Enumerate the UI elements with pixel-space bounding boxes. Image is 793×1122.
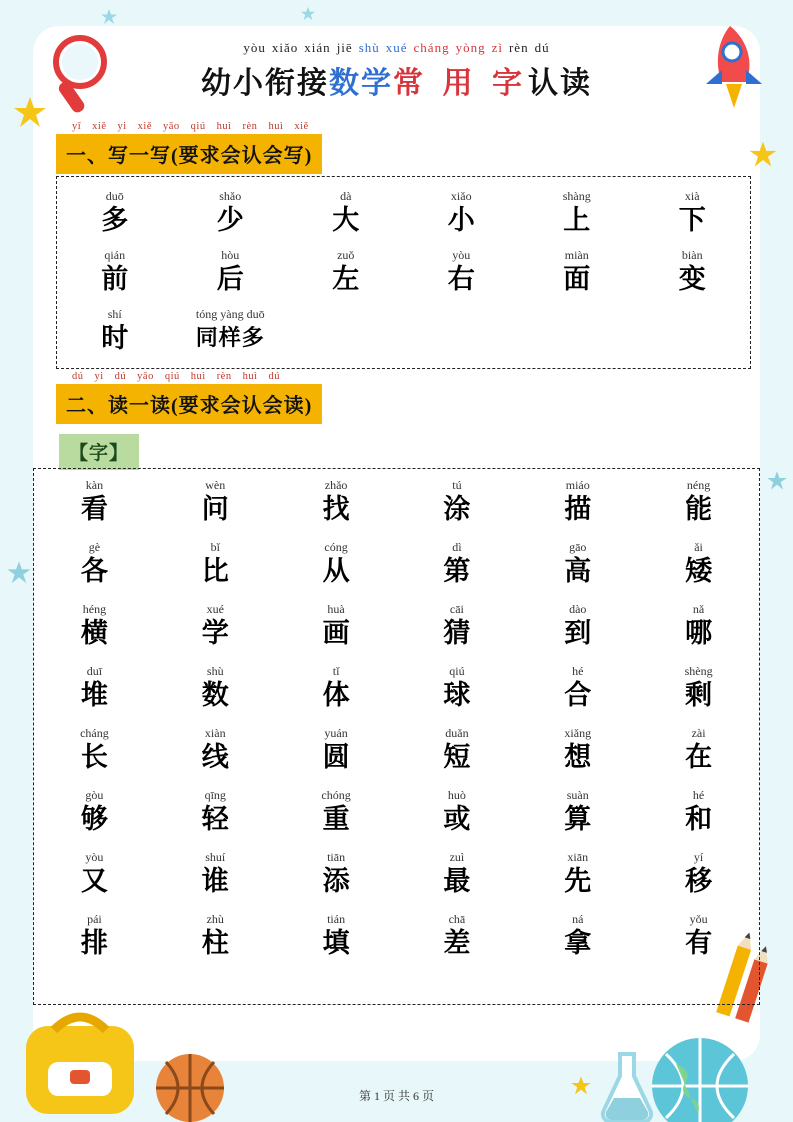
title-pinyin	[0, 40, 793, 56]
pinyin-syllable: rèn	[242, 121, 258, 132]
pinyin-label: shǎo	[219, 189, 242, 203]
title-part: 常 用 字	[393, 67, 528, 100]
hanzi-character: 面	[563, 264, 591, 294]
section-1-heading	[56, 121, 322, 174]
write-cell	[519, 307, 635, 355]
pinyin-label: chā	[448, 912, 466, 926]
pinyin-syllable: xiě	[294, 121, 309, 132]
pinyin-label	[288, 307, 404, 321]
pinyin-label	[404, 307, 520, 321]
hanzi-character: 圆	[322, 742, 350, 772]
section-1-title: 一、写一写(要求会认会写)	[56, 134, 322, 174]
pinyin-label: héng	[82, 602, 107, 616]
pinyin-label: tóng yàng duō	[195, 307, 265, 321]
read-cell	[276, 602, 397, 650]
write-cell	[173, 248, 289, 296]
hanzi-character: 变	[678, 264, 706, 294]
pinyin-label: shàng	[562, 189, 591, 203]
pinyin-label: wèn	[205, 478, 226, 492]
pinyin-syllable: yi	[117, 121, 127, 132]
section-2-heading	[56, 371, 322, 424]
read-cell	[276, 540, 397, 588]
pinyin-label: duǎn	[445, 726, 469, 740]
section-1-pinyin	[72, 121, 320, 132]
page-title	[0, 58, 793, 102]
read-cell	[276, 478, 397, 526]
read-cell	[517, 850, 638, 898]
title-part: 认读	[528, 67, 592, 100]
pinyin-syllable: dú	[114, 371, 127, 382]
pinyin-label: qián	[104, 248, 126, 262]
write-cell	[173, 307, 289, 355]
read-cell	[638, 726, 759, 774]
section-2-pinyin	[72, 371, 291, 382]
pinyin-label: tián	[327, 912, 346, 926]
pinyin-label: duī	[86, 664, 103, 678]
hanzi-character: 小	[447, 205, 475, 235]
hanzi-character: 右	[447, 264, 475, 294]
write-cell	[288, 189, 404, 237]
pinyin-label: shèng	[684, 664, 713, 678]
hanzi-character: 下	[678, 205, 706, 235]
read-cell	[155, 850, 276, 898]
title-pinyin-syllable: zì	[491, 40, 503, 55]
hanzi-character: 有	[685, 928, 713, 958]
title-pinyin-syllable: xiǎo	[271, 40, 299, 55]
pinyin-label: xiān	[567, 850, 589, 864]
pinyin-label: cāi	[449, 602, 464, 616]
pinyin-label: ǎi	[694, 540, 703, 554]
hanzi-character: 体	[322, 680, 350, 710]
pinyin-syllable: huì	[268, 121, 284, 132]
title-pinyin-syllable: xián	[304, 40, 331, 55]
read-cell	[638, 602, 759, 650]
hanzi-character: 学	[201, 618, 229, 648]
hanzi-character: 拿	[564, 928, 592, 958]
pinyin-label: cóng	[324, 540, 348, 554]
pinyin-label: dào	[569, 602, 587, 616]
title-part: 幼小衔接	[201, 67, 329, 100]
read-cell	[34, 788, 155, 836]
hanzi-character: 大	[332, 205, 360, 235]
write-cell	[635, 307, 751, 355]
pinyin-syllable: qiú	[164, 371, 180, 382]
read-cell	[397, 726, 518, 774]
hanzi-character: 又	[80, 866, 108, 896]
hanzi-character: 添	[322, 866, 350, 896]
pinyin-label: shí	[107, 307, 122, 321]
hanzi-character: 短	[443, 742, 471, 772]
pinyin-label: suàn	[566, 788, 589, 802]
pinyin-label: yòu	[85, 850, 104, 864]
hanzi-character: 看	[80, 494, 108, 524]
pinyin-label: gè	[88, 540, 101, 554]
read-cell	[638, 478, 759, 526]
pinyin-label: huò	[447, 788, 466, 802]
hanzi-character: 画	[322, 618, 350, 648]
hanzi-character: 轻	[201, 804, 229, 834]
hanzi-character: 柱	[201, 928, 229, 958]
hanzi-character: 填	[322, 928, 350, 958]
pinyin-label: hòu	[221, 248, 240, 262]
pinyin-label: hé	[692, 788, 705, 802]
hanzi-character: 移	[685, 866, 713, 896]
pinyin-label: xué	[206, 602, 224, 616]
hanzi-character: 球	[443, 680, 471, 710]
hanzi-character: 比	[201, 556, 229, 586]
pinyin-label: miàn	[564, 248, 589, 262]
pinyin-label: hé	[572, 664, 584, 678]
pinyin-label	[635, 307, 751, 321]
hanzi-character: 哪	[685, 618, 713, 648]
title-pinyin-syllable: dú	[534, 40, 550, 55]
read-cell	[155, 726, 276, 774]
write-cell	[404, 307, 520, 355]
hanzi-character: 数	[201, 680, 229, 710]
read-cell	[638, 540, 759, 588]
read-cell	[397, 478, 518, 526]
read-cell	[155, 478, 276, 526]
pinyin-syllable: rèn	[216, 371, 232, 382]
page-number-text: 第 1 页 共 6 页	[358, 1089, 434, 1103]
hanzi-character: 前	[101, 264, 129, 294]
title-pinyin-syllable: jiē	[336, 40, 353, 55]
hanzi-character: 剩	[685, 680, 713, 710]
pinyin-syllable: dú	[268, 371, 281, 382]
hanzi-character: 在	[685, 742, 713, 772]
pinyin-label: ná	[572, 912, 584, 926]
hanzi-character: 想	[564, 742, 592, 772]
read-cell	[638, 664, 759, 712]
pinyin-label	[519, 307, 635, 321]
pinyin-label: xiǎng	[564, 726, 592, 740]
pinyin-label: zài	[691, 726, 706, 740]
title-pinyin-syllable: xué	[385, 40, 408, 55]
read-cell	[34, 540, 155, 588]
hanzi-character: 高	[564, 556, 592, 586]
title-pinyin-syllable: cháng	[413, 40, 450, 55]
pinyin-label: zuǒ	[337, 248, 355, 262]
hanzi-character: 后	[216, 264, 244, 294]
read-cell	[155, 602, 276, 650]
hanzi-character: 堆	[80, 680, 108, 710]
hanzi-character: 第	[443, 556, 471, 586]
section-2-title: 二、读一读(要求会认会读)	[56, 384, 322, 424]
read-cell	[276, 664, 397, 712]
read-cell	[397, 664, 518, 712]
pinyin-syllable: yī	[72, 121, 82, 132]
pinyin-label: miáo	[565, 478, 590, 492]
hanzi-character: 到	[564, 618, 592, 648]
pinyin-syllable: huì	[242, 371, 258, 382]
title-pinyin-syllable: rèn	[508, 40, 529, 55]
write-cell	[635, 248, 751, 296]
read-cell	[517, 478, 638, 526]
pinyin-label: zhǎo	[324, 478, 348, 492]
write-cell	[57, 307, 173, 355]
pinyin-label: biàn	[681, 248, 703, 262]
pinyin-syllable: qiú	[190, 121, 206, 132]
pinyin-label: dà	[340, 189, 352, 203]
hanzi-character: 问	[201, 494, 229, 524]
hanzi-character: 横	[80, 618, 108, 648]
hanzi-character: 重	[322, 804, 350, 834]
read-cell	[276, 788, 397, 836]
pinyin-label: tiān	[327, 850, 346, 864]
pinyin-label: xiǎo	[450, 189, 472, 203]
hanzi-character: 排	[80, 928, 108, 958]
pinyin-syllable: dú	[72, 371, 84, 382]
pinyin-syllable: yāo	[163, 121, 180, 132]
pinyin-label: chóng	[321, 788, 351, 802]
pinyin-label: shù	[206, 664, 224, 678]
pinyin-label: duō	[105, 189, 124, 203]
read-cell	[34, 850, 155, 898]
hanzi-character: 谁	[201, 866, 229, 896]
read-cell	[34, 912, 155, 960]
hanzi-character: 少	[216, 205, 244, 235]
read-cell	[397, 850, 518, 898]
title-pinyin-syllable: yòng	[455, 40, 486, 55]
pinyin-syllable: xiě	[137, 121, 152, 132]
read-cell	[34, 602, 155, 650]
read-cell	[155, 788, 276, 836]
pinyin-label: xià	[684, 189, 700, 203]
read-cell	[34, 664, 155, 712]
pinyin-label: yǒu	[689, 912, 708, 926]
read-cell	[517, 788, 638, 836]
hanzi-character: 时	[101, 323, 129, 353]
write-cell	[173, 189, 289, 237]
read-cell	[397, 788, 518, 836]
read-cell	[397, 540, 518, 588]
pinyin-label: kàn	[85, 478, 104, 492]
pinyin-label: bǐ	[210, 540, 220, 554]
read-cell	[517, 726, 638, 774]
read-cell	[517, 540, 638, 588]
hanzi-character: 长	[80, 742, 108, 772]
read-cell	[34, 726, 155, 774]
pinyin-label: zuì	[449, 850, 465, 864]
write-cell	[519, 248, 635, 296]
read-cell	[397, 602, 518, 650]
write-cell	[288, 248, 404, 296]
read-cell	[517, 664, 638, 712]
pinyin-syllable: xiě	[92, 121, 107, 132]
pinyin-label: yuán	[324, 726, 348, 740]
pinyin-label: shuí	[205, 850, 226, 864]
pinyin-label: yòu	[452, 248, 471, 262]
title-pinyin-syllable: yòu	[243, 40, 266, 55]
pinyin-label: gòu	[85, 788, 104, 802]
hanzi-character: 算	[564, 804, 592, 834]
read-cell	[638, 912, 759, 960]
pinyin-label: qīng	[204, 788, 226, 802]
pinyin-syllable: huì	[190, 371, 206, 382]
hanzi-character: 找	[322, 494, 350, 524]
title-part: 数学	[329, 67, 393, 100]
hanzi-character: 从	[322, 556, 350, 586]
read-cell	[34, 478, 155, 526]
read-character-grid	[34, 469, 759, 960]
write-cell	[57, 189, 173, 237]
read-cell	[638, 850, 759, 898]
hanzi-character: 涂	[443, 494, 471, 524]
read-cell	[276, 912, 397, 960]
read-cell	[517, 912, 638, 960]
subsection-zi-title: 【字】	[59, 434, 139, 470]
pinyin-label: gāo	[569, 540, 587, 554]
write-cell	[404, 189, 520, 237]
hanzi-character: 上	[563, 205, 591, 235]
read-cell	[155, 540, 276, 588]
hanzi-character: 多	[101, 205, 129, 235]
pinyin-label: cháng	[80, 726, 109, 740]
read-cell	[155, 664, 276, 712]
pinyin-syllable: huì	[216, 121, 232, 132]
hanzi-character: 够	[80, 804, 108, 834]
pinyin-label: qiú	[449, 664, 465, 678]
write-character-box	[56, 176, 751, 369]
pinyin-label: xiàn	[204, 726, 226, 740]
pinyin-label: tǐ	[332, 664, 340, 678]
pinyin-label: tú	[452, 478, 462, 492]
hanzi-character: 和	[685, 804, 713, 834]
hanzi-character: 左	[332, 264, 360, 294]
pinyin-label: néng	[686, 478, 711, 492]
read-cell	[638, 788, 759, 836]
read-cell	[155, 912, 276, 960]
page-footer	[0, 1087, 793, 1104]
pinyin-syllable: yāo	[137, 371, 154, 382]
read-cell	[276, 850, 397, 898]
write-cell	[519, 189, 635, 237]
read-character-box	[33, 468, 760, 1005]
pinyin-syllable: yi	[94, 371, 104, 382]
hanzi-character: 能	[685, 494, 713, 524]
read-cell	[276, 726, 397, 774]
pinyin-label: huà	[327, 602, 345, 616]
hanzi-character: 描	[564, 494, 592, 524]
pinyin-label: yí	[693, 850, 704, 864]
hanzi-character: 各	[80, 556, 108, 586]
pinyin-label: dì	[452, 540, 462, 554]
read-cell	[517, 602, 638, 650]
title-pinyin-syllable: shù	[358, 40, 380, 55]
write-cell	[57, 248, 173, 296]
hanzi-character: 或	[443, 804, 471, 834]
write-character-grid	[57, 177, 750, 355]
page-title-block	[0, 40, 793, 102]
read-cell	[397, 912, 518, 960]
pinyin-label: pái	[87, 912, 102, 926]
hanzi-character: 同样多	[195, 325, 265, 350]
write-cell	[635, 189, 751, 237]
write-cell	[404, 248, 520, 296]
pinyin-label: zhù	[206, 912, 224, 926]
hanzi-character: 差	[443, 928, 471, 958]
pinyin-label: nǎ	[692, 602, 705, 616]
hanzi-character: 线	[201, 742, 229, 772]
write-cell	[288, 307, 404, 355]
hanzi-character: 先	[564, 866, 592, 896]
hanzi-character: 猜	[443, 618, 471, 648]
hanzi-character: 合	[564, 680, 592, 710]
hanzi-character: 最	[443, 866, 471, 896]
hanzi-character: 矮	[685, 556, 713, 586]
